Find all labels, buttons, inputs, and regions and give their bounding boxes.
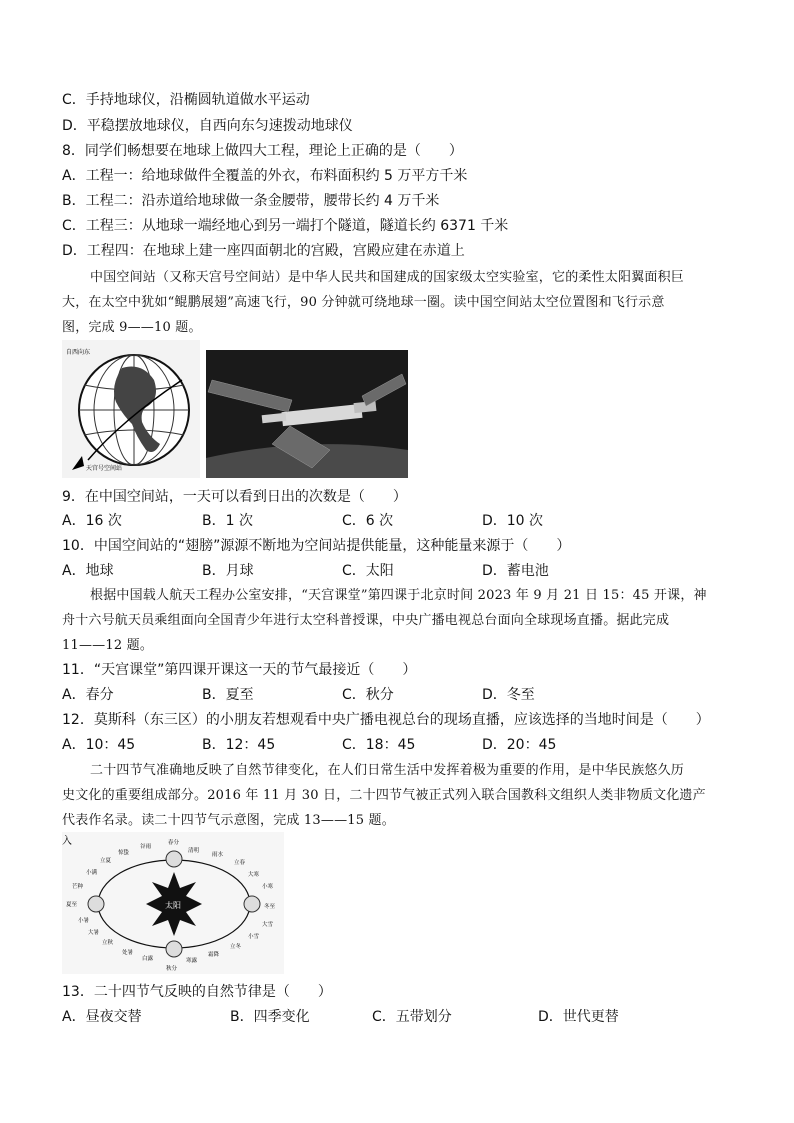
earth-autumn-equinox: [166, 941, 182, 957]
q12-option-d[interactable]: D．20：45: [482, 737, 557, 753]
earth-winter-solstice: [244, 896, 260, 912]
q11-option-b[interactable]: B．夏至: [202, 687, 254, 703]
q13-option-b[interactable]: B．四季变化: [230, 1009, 310, 1025]
q13-option-a[interactable]: A．昼夜交替: [62, 1009, 142, 1025]
q7-option-d: D．平稳摆放地球仪，自西向东匀速拨动地球仪: [62, 118, 353, 134]
q7-option-c: C．手持地球仪，沿椭圆轨道做水平运动: [62, 92, 310, 108]
q12-stem: 12．莫斯科（东三区）的小朋友若想观看中央广播电视总台的现场直播，应该选择的当地时间是（ ）: [62, 712, 710, 728]
term-label: 芒种: [72, 884, 84, 890]
passage-tiangong-classroom: [62, 583, 734, 658]
term-label: 小寒: [262, 884, 274, 890]
term-label: 大雪: [262, 922, 274, 928]
passage-line: 图，完成 9——10 题。: [62, 320, 202, 335]
term-label: 白露: [142, 956, 154, 962]
figure-solar-terms-svg: [62, 832, 284, 974]
q10-option-b[interactable]: B．月球: [202, 563, 254, 579]
q10-stem: 10．中国空间站的“翅膀”源源不断地为空间站提供能量，这种能量来源于（ ）: [62, 538, 571, 554]
q13-stem: 13．二十四节气反映的自然节律是（ ）: [62, 984, 332, 1000]
term-label: 大暑: [88, 930, 100, 936]
passage-line: 大，在太空中犹如“鲲鹏展翅”高速飞行，90 分钟就可绕地球一圈。读中国空间站太空位置图和飞行示意: [62, 295, 665, 310]
term-label: 夏至: [66, 902, 78, 908]
term-label: 谷雨: [140, 844, 152, 850]
q9-option-a[interactable]: A．16 次: [62, 513, 122, 529]
passage-space-station: [62, 265, 734, 340]
figure1-label-top: 自西向东: [66, 349, 91, 356]
q9-option-c[interactable]: C．6 次: [342, 513, 394, 529]
q8-option-a: A．工程一：给地球做件全覆盖的外衣，布料面积约 5 万平方千米: [62, 168, 468, 184]
passage-line: 代表作名录。读二十四节气示意图，完成 13——15 题。: [62, 813, 395, 828]
term-label: 寒露: [186, 958, 198, 964]
term-label: 大寒: [248, 872, 260, 878]
term-label: 惊蛰: [118, 850, 130, 856]
q11-option-d[interactable]: D．冬至: [482, 687, 535, 703]
q9-stem: 9．在中国空间站，一天可以看到日出的次数是（ ）: [62, 489, 407, 505]
q8-stem: 8．同学们畅想要在地球上做四大工程，理论上正确的是（ ）: [62, 143, 463, 159]
term-label: 雨水: [212, 852, 224, 858]
q8-option-d: D．工程四：在地球上建一座四面朝北的宫殿，宫殿应建在赤道上: [62, 243, 465, 259]
term-label: 小满: [86, 870, 98, 876]
term-label: 冬至: [264, 904, 276, 910]
figure-solar-terms: [62, 832, 284, 974]
q10-option-c[interactable]: C．太阳: [342, 563, 394, 579]
figure1-label-bottom: 天宫号空间站: [86, 465, 123, 472]
q12-option-b[interactable]: B．12：45: [202, 737, 276, 753]
q11-option-a[interactable]: A．春分: [62, 687, 114, 703]
term-label: 小暑: [78, 918, 90, 924]
passage-line: 根据中国载人航天工程办公室安排，“天宫课堂”第四课于北京时间 2023 年 9 月 21 日 15：45 开课，神: [90, 588, 707, 603]
q13-option-d[interactable]: D．世代更替: [538, 1009, 619, 1025]
passage-line: 二十四节气准确地反映了自然节律变化，在人们日常生活中发挥着极为重要的作用，是中华民族悠久历: [90, 763, 685, 778]
q13-option-c[interactable]: C．五带划分: [372, 1009, 452, 1025]
q8-option-c: C．工程三：从地球一端经地心到另一端打个隧道，隧道长约 6371 千米: [62, 218, 509, 234]
term-label: 立春: [234, 860, 246, 866]
q10-option-a[interactable]: A．地球: [62, 563, 114, 579]
passage-line: 史文化的重要组成部分。2016 年 11 月 30 日，二十四节气被正式列入联合国教科文组织人类非物质文化遗产: [62, 788, 706, 803]
term-label: 小雪: [248, 934, 260, 940]
term-label: 立冬: [230, 944, 242, 950]
earth-spring-equinox: [166, 851, 182, 867]
term-label: 春分: [168, 840, 180, 846]
figure-space-station-svg: [62, 340, 408, 478]
term-label: 清明: [188, 848, 200, 854]
q11-stem: 11．“天宫课堂”第四课开课这一天的节气最接近（ ）: [62, 662, 417, 678]
passage-line: 11——12 题。: [62, 638, 154, 653]
q9-option-b[interactable]: B．1 次: [202, 513, 253, 529]
q11-option-c[interactable]: C．秋分: [342, 687, 394, 703]
q9-option-d[interactable]: D．10 次: [482, 513, 544, 529]
passage-solar-terms: [62, 758, 734, 833]
passage-line: 中国空间站（又称天宫号空间站）是中华人民共和国建成的国家级太空实验室，它的柔性太阳翼面积巨: [90, 270, 685, 285]
term-label: 霜降: [208, 952, 220, 958]
figure-space-station: [62, 340, 408, 478]
passage-line: 舟十六号航天员乘组面向全国青少年进行太空科普授课，中央广播电视总台面向全球现场直播。据此完成: [62, 613, 670, 628]
q8-option-b: B．工程二：沿赤道给地球做一条金腰带，腰带长约 4 万千米: [62, 193, 440, 209]
q10-option-d[interactable]: D．蓄电池: [482, 563, 549, 579]
figure2-corner: 入: [62, 836, 72, 847]
term-label: 秋分: [166, 966, 178, 972]
term-label: 立夏: [100, 858, 112, 864]
term-label: 立秋: [102, 940, 114, 946]
sun-label: 太阳: [165, 901, 181, 910]
term-label: 处暑: [122, 950, 134, 956]
q12-option-c[interactable]: C．18：45: [342, 737, 416, 753]
q12-option-a[interactable]: A．10：45: [62, 737, 136, 753]
earth-summer-solstice: [88, 896, 104, 912]
